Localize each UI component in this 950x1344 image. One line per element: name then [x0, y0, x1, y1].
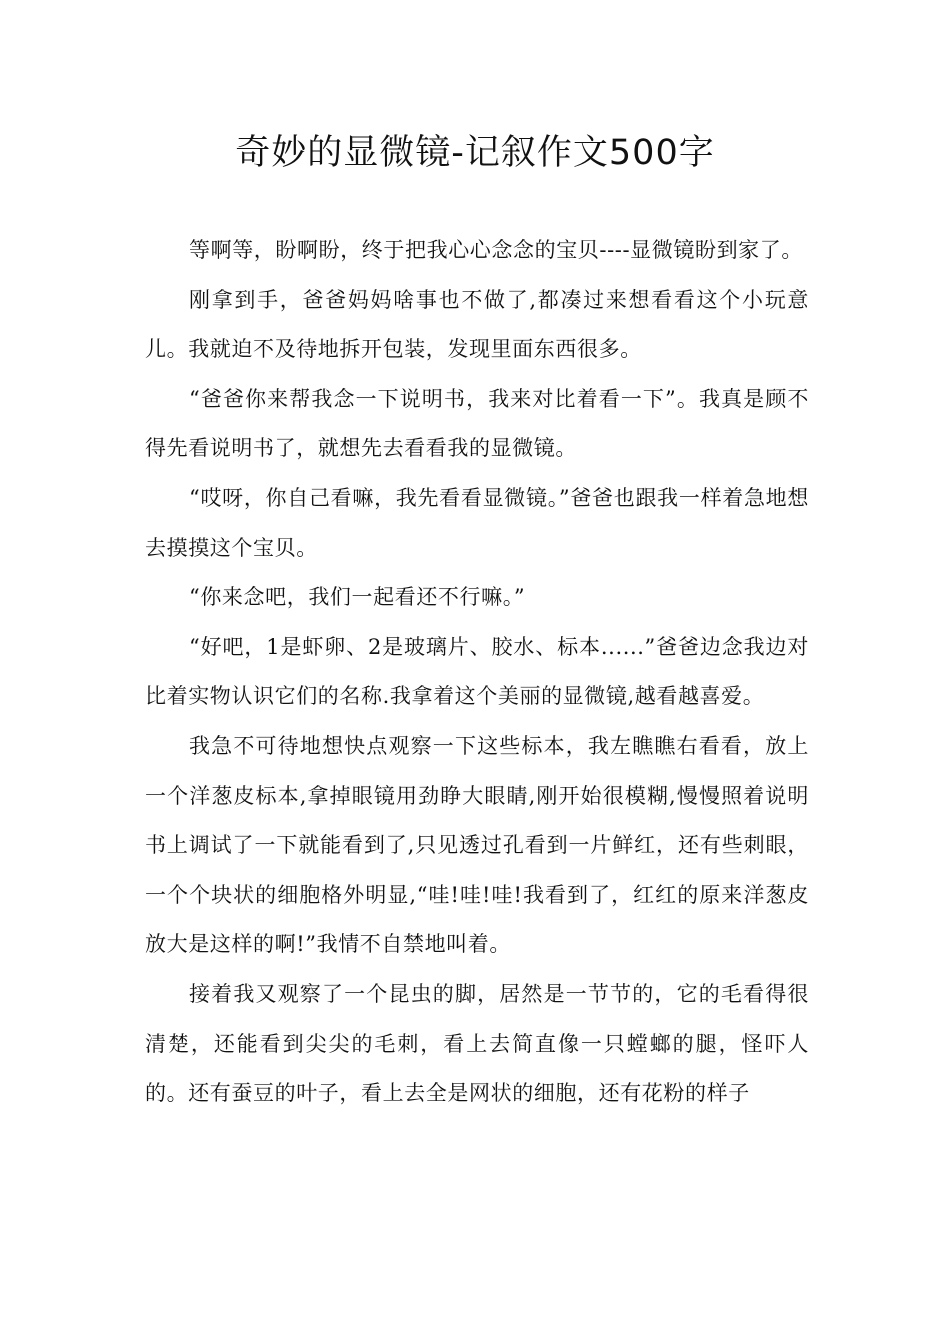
- document-title: 奇妙的显微镜-记叙作文500字: [235, 133, 715, 173]
- paragraph: 接着我又观察了一个昆虫的脚，居然是一节节的，它的毛看得很清楚，还能看到尖尖的毛刺，看上去简直像一只螳螂的腿，怪吓人的。还有蚕豆的叶子，看上去全是网状的细胞，还有花粉的样子: [145, 981, 809, 1106]
- paragraph: “爸爸你来帮我念一下说明书，我来对比着看一下”。我真是顾不得先看说明书了，就想先去看看我的显微镜。: [145, 386, 809, 461]
- paragraph: “好吧，1是虾卵、2是玻璃片、胶水、标本......”爸爸边念我边对比着实物认识它们的名称.我拿着这个美丽的显微镜,越看越喜爱。: [145, 634, 809, 709]
- paragraph: 我急不可待地想快点观察一下这些标本，我左瞧瞧右看看，放上一个洋葱皮标本,拿掉眼镜用劲睁大眼睛,刚开始很模糊,慢慢照着说明书上调试了一下就能看到了,只见透过孔看到一片鲜红，还有些刺眼，一个个块状的细胞格外明显,“哇!哇!哇!我看到了，红红的原来洋葱皮放大是这样的啊!”我情不自禁地叫着。: [145, 733, 809, 957]
- paragraph: “你来念吧，我们一起看还不行嘛。”: [189, 585, 526, 610]
- paragraph: “哎呀，你自己看嘛，我先看看显微镜。”爸爸也跟我一样着急地想去摸摸这个宝贝。: [145, 485, 809, 560]
- document-body: [145, 226, 809, 1119]
- paragraph: 刚拿到手，爸爸妈妈啥事也不做了,都凑过来想看看这个小玩意儿。我就迫不及待地拆开包装，发现里面东西很多。: [145, 287, 809, 362]
- paragraph: 等啊等，盼啊盼，终于把我心心念念的宝贝----显微镜盼到家了。: [189, 238, 803, 262]
